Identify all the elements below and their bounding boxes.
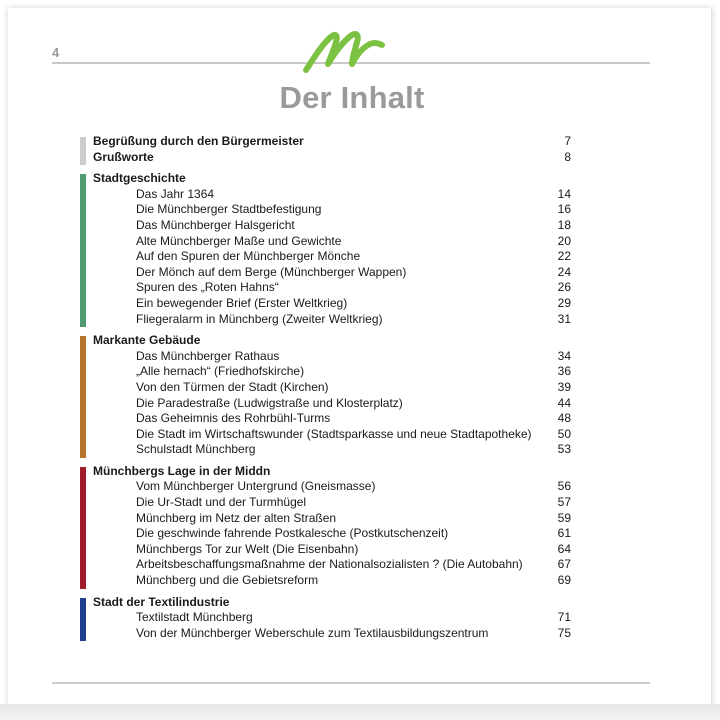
toc-entry-row <box>93 511 580 527</box>
page-title: Der Inhalt <box>279 80 425 115</box>
toc-entry-row <box>93 396 580 412</box>
toc-heading-row <box>93 595 580 611</box>
toc-entry-label: Die Paradestraße (Ludwigstraße und Klosterplatz) <box>136 395 403 410</box>
toc-entry-label: Textilstadt Münchberg <box>136 610 253 625</box>
section-color-bar <box>80 598 86 642</box>
toc-entry-row <box>93 626 580 642</box>
toc-page-number: 61 <box>557 526 571 541</box>
toc-section <box>80 333 580 458</box>
toc-heading-label: Stadtgeschichte <box>93 171 186 186</box>
toc-entry-row <box>93 280 580 296</box>
toc-entry-label: Arbeitsbeschaffungsmaßnahme der Nationalsozialisten ? (Die Autobahn) <box>136 557 523 572</box>
toc-entry-row <box>93 380 580 396</box>
toc-page-number: 18 <box>557 217 571 232</box>
toc-heading-label: Markante Gebäude <box>93 333 201 348</box>
section-color-bar <box>80 174 86 327</box>
toc-page-number: 57 <box>557 495 571 510</box>
toc-entry-row <box>93 218 580 234</box>
toc-entry-label: Das Münchberger Halsgericht <box>136 217 295 232</box>
toc-page-number: 24 <box>557 264 571 279</box>
toc-entry-label: Die Stadt im Wirtschaftswunder (Stadtsparkasse und neue Stadtapotheke) <box>136 426 532 441</box>
section-color-bar <box>80 336 86 458</box>
toc-page-number: 53 <box>557 442 571 457</box>
toc-page-number: 64 <box>557 541 571 556</box>
toc-entry-label: Die geschwinde fahrende Postkalesche (Postkutschenzeit) <box>136 526 449 541</box>
toc-section <box>80 595 580 642</box>
toc-entry-label: Die Münchberger Stadtbefestigung <box>136 202 322 217</box>
toc-heading-row <box>93 171 580 187</box>
toc-entry-label: Auf den Spuren der Münchberger Mönche <box>136 249 361 264</box>
toc-entry-label: Fliegeralarm in Münchberg (Zweiter Weltkrieg) <box>136 311 383 326</box>
toc-page-number: 39 <box>557 379 571 394</box>
footer-rule <box>52 682 650 684</box>
toc-entry-row <box>93 411 580 427</box>
toc-heading-row <box>93 150 580 166</box>
toc-entry-label: Schulstadt Münchberg <box>136 442 256 457</box>
page-number: 4 <box>52 45 60 60</box>
toc-page-number: 14 <box>557 186 571 201</box>
toc-page-number: 71 <box>557 610 571 625</box>
toc-page-number: 20 <box>557 233 571 248</box>
toc-entry-label: Das Münchberger Rathaus <box>136 348 280 363</box>
toc-heading-row <box>93 333 580 349</box>
toc-entry-row <box>93 495 580 511</box>
toc-entry-row <box>93 187 580 203</box>
toc-heading-label: Begrüßung durch den Bürgermeister <box>93 134 304 148</box>
toc-page-number: 29 <box>557 295 571 310</box>
toc-entry-label: Ein bewegender Brief (Erster Weltkrieg) <box>136 295 348 310</box>
toc-entry-row <box>93 349 580 365</box>
toc-entry-row <box>93 542 580 558</box>
toc-entry-label: Die Ur-Stadt und der Turmhügel <box>136 495 307 510</box>
toc-page-number: 31 <box>557 311 571 326</box>
toc-entry-row <box>93 202 580 218</box>
toc-entry-row <box>93 265 580 281</box>
toc-entry-label: Vom Münchberger Untergrund (Gneismasse) <box>136 479 376 494</box>
toc-entry-label: Alte Münchberger Maße und Gewichte <box>136 233 342 248</box>
toc-page-number: 59 <box>557 510 571 525</box>
toc-page-number: 50 <box>557 426 571 441</box>
toc-entry-row <box>93 479 580 495</box>
toc-heading-label: Grußworte <box>93 149 154 164</box>
section-color-bar <box>80 467 86 589</box>
toc-section <box>80 171 580 327</box>
toc-page-number: 67 <box>557 557 571 572</box>
toc-entry-label: Münchberg im Netz der alten Straßen <box>136 510 337 525</box>
toc-page-number: 7 <box>564 134 571 148</box>
toc-page-number: 36 <box>557 364 571 379</box>
toc-heading-row <box>93 134 580 150</box>
toc-entry-row <box>93 526 580 542</box>
toc-entry-row <box>93 296 580 312</box>
toc-entry-row <box>93 364 580 380</box>
toc-entry-label: Das Geheimnis des Rohrbühl-Turms <box>136 411 331 426</box>
table-of-contents <box>80 134 580 647</box>
toc-heading-row <box>93 464 580 480</box>
toc-page-number: 34 <box>557 348 571 363</box>
toc-entry-label: Von den Türmen der Stadt (Kirchen) <box>136 379 329 394</box>
section-color-bar <box>80 137 86 165</box>
toc-entry-row <box>93 427 580 443</box>
toc-entry-label: Das Jahr 1364 <box>136 186 215 201</box>
toc-page-number: 48 <box>557 411 571 426</box>
toc-page-number: 69 <box>557 573 571 588</box>
toc-page-number: 56 <box>557 479 571 494</box>
toc-heading-label: Münchbergs Lage in der Middn <box>93 463 271 478</box>
toc-heading-label: Stadt der Textilindustrie <box>93 594 230 609</box>
green-m-brush-logo-icon <box>300 28 386 74</box>
page-bottom-shadow <box>0 704 720 720</box>
toc-page-number: 75 <box>557 625 571 640</box>
toc-entry-row <box>93 249 580 265</box>
toc-page-number: 22 <box>557 249 571 264</box>
toc-page-number: 26 <box>557 280 571 295</box>
toc-section <box>80 464 580 589</box>
toc-page-number: 8 <box>564 149 571 164</box>
toc-page-number: 16 <box>557 202 571 217</box>
toc-entry-label: Münchbergs Tor zur Welt (Die Eisenbahn) <box>136 541 359 556</box>
toc-entry-label: Spuren des „Roten Hahns“ <box>136 280 279 295</box>
toc-entry-row <box>93 234 580 250</box>
toc-page-number: 44 <box>557 395 571 410</box>
toc-section <box>80 134 580 165</box>
toc-entry-label: Münchberg und die Gebietsreform <box>136 573 319 588</box>
toc-entry-label: Der Mönch auf dem Berge (Münchberger Wappen) <box>136 264 407 279</box>
toc-entry-row <box>93 557 580 573</box>
toc-entry-row <box>93 442 580 458</box>
toc-entry-row <box>93 573 580 589</box>
toc-entry-row <box>93 610 580 626</box>
toc-entry-label: „Alle hernach“ (Friedhofskirche) <box>136 364 305 379</box>
toc-entry-row <box>93 312 580 328</box>
toc-entry-label: Von der Münchberger Weberschule zum Textilausbildungszentrum <box>136 625 489 640</box>
